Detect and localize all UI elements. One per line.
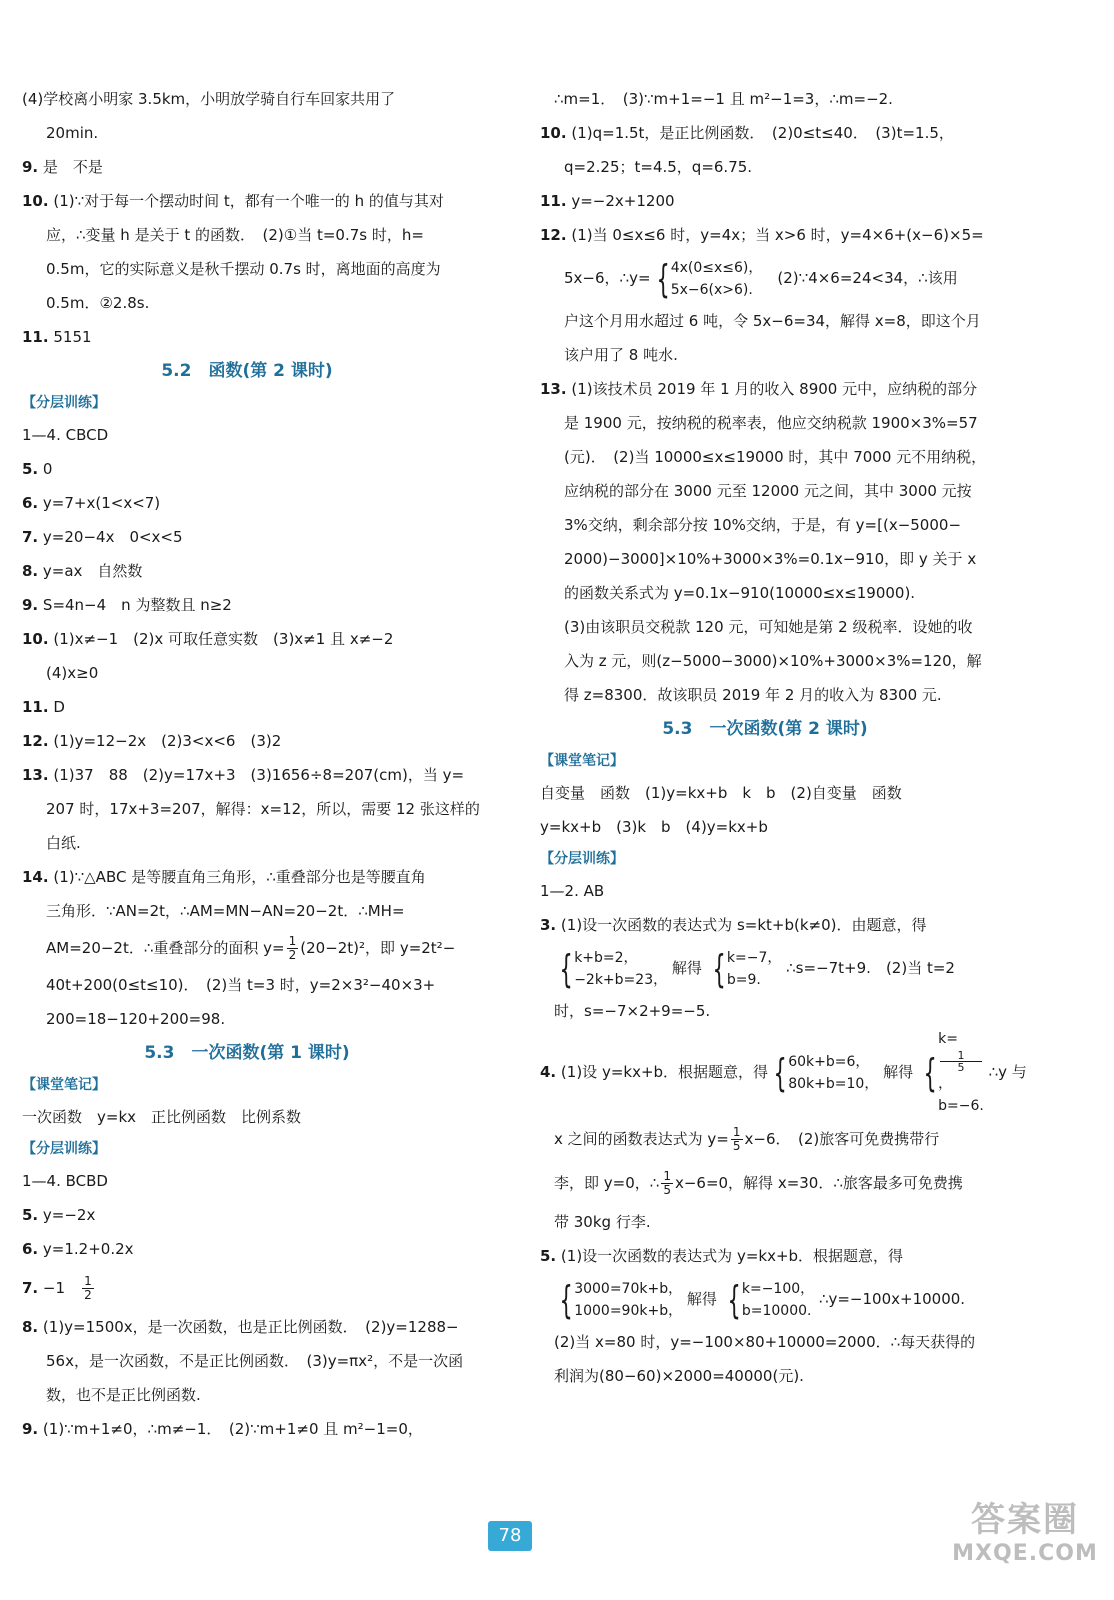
answer-text: 户这个月用水超过 6 吨，令 5x−6=34，解得 x=8，即这个月 xyxy=(564,312,981,330)
note-line xyxy=(540,776,1010,810)
answer-line xyxy=(540,1325,1010,1359)
answer-7 xyxy=(22,1266,492,1310)
question-number: 3. xyxy=(540,916,557,934)
fraction xyxy=(287,935,299,962)
section-tag: 【分层训练】 xyxy=(22,395,106,411)
answer-line xyxy=(540,576,1010,610)
answer-line xyxy=(540,644,1010,678)
answer-text: 1—4. CBCD xyxy=(22,426,109,444)
section-heading: 5.2 函数(第 2 课时) xyxy=(161,361,333,381)
question-number: 10. xyxy=(540,124,567,142)
answer-1-4 xyxy=(22,1164,492,1198)
brace-icon: { xyxy=(773,1050,787,1095)
system-row: k+b=2， xyxy=(574,949,638,966)
answer-line xyxy=(22,792,492,826)
answer-text: (4)x≥0 xyxy=(46,664,99,682)
section-tag: 【课堂笔记】 xyxy=(540,753,624,769)
answer-text: 白纸. xyxy=(46,834,81,852)
question-number: 9. xyxy=(22,158,39,176)
answer-13 xyxy=(540,372,1010,406)
answer-text: 1—4. BCBD xyxy=(22,1172,108,1190)
answer-line xyxy=(540,474,1010,508)
answer-1-4 xyxy=(22,418,492,452)
answer-text: (1)当 0≤x≤6 时，y=4x；当 x>6 时，y=4×6+(x−6)×5= xyxy=(571,226,984,244)
answer-text: (1)该技术员 2019 年 1 月的收入 8900 元中，应纳税的部分 xyxy=(571,380,978,398)
fraction xyxy=(940,1050,982,1073)
question-number: 14. xyxy=(22,868,49,886)
answer-text: y=7+x(1<x<7) xyxy=(42,494,161,512)
answer-text: 的函数关系式为 y=0.1x−910(10000≤x≤19000). xyxy=(564,584,916,602)
answer-text: 应纳税的部分在 3000 元至 12000 元之间，其中 3000 元按 xyxy=(564,482,972,500)
answer-line xyxy=(22,1002,492,1036)
answer-text: y=1.2+0.2x xyxy=(42,1240,134,1258)
fraction-denominator: 2 xyxy=(288,948,297,962)
system-row: b=−6. xyxy=(938,1098,984,1114)
answer-text: 5151 xyxy=(53,328,92,346)
answer-9 xyxy=(22,150,492,184)
note-text: 自变量 函数 (1)y=kx+b k b (2)自变量 函数 xyxy=(540,784,902,802)
system-row: 5x−6(x>6). xyxy=(670,281,753,298)
answer-text: 时，s=−7×2+9=−5. xyxy=(554,1002,711,1020)
question-number: 5. xyxy=(22,1206,39,1224)
answer-11 xyxy=(540,184,1010,218)
answer-text: (1)设一次函数的表达式为 y=kx+b．根据题意，得 xyxy=(560,1247,904,1265)
answer-line xyxy=(540,994,1010,1028)
fraction-numerator: 1 xyxy=(288,934,297,948)
answer-text: 应，∴变量 h 是关于 t 的函数． (2)①当 t=0.7s 时，h= xyxy=(46,226,424,244)
brace-icon: { xyxy=(923,1050,937,1095)
answer-text: (2)∵4×6=24<34，∴该用 xyxy=(762,269,958,287)
answer-text: (20−2t)²，即 y=2t²− xyxy=(300,939,456,957)
answer-text: AM=20−2t．∴重叠部分的面积 y= xyxy=(46,939,285,957)
answer-text: (1)设 y=kx+b．根据题意，得 xyxy=(560,1063,769,1081)
answer-4 xyxy=(540,1028,1027,1117)
section-heading: 5.3 一次函数(第 1 课时) xyxy=(144,1043,350,1063)
answer-text: y=20−4x 0<x<5 xyxy=(42,528,183,546)
question-number: 11. xyxy=(22,698,49,716)
question-number: 7. xyxy=(22,528,39,546)
answer-text: (3)由该职员交税款 120 元，可知她是第 2 级税率．设她的收 xyxy=(564,618,973,636)
answer-1-2 xyxy=(540,874,1010,908)
question-number: 5. xyxy=(540,1247,557,1265)
answer-13 xyxy=(22,758,492,792)
answer-text: 5x−6，∴y= xyxy=(564,269,651,287)
question-number: 9. xyxy=(22,596,39,614)
answer-text: 利润为(80−60)×2000=40000(元). xyxy=(554,1367,804,1385)
equation-system xyxy=(554,1278,682,1322)
answer-text: 带 30kg 行李. xyxy=(554,1213,651,1231)
question-number: 7. xyxy=(22,1279,39,1297)
fraction xyxy=(82,1275,94,1302)
question-number: 13. xyxy=(22,766,49,784)
answer-8 xyxy=(22,1310,492,1344)
section-tag: 【课堂笔记】 xyxy=(22,1077,106,1093)
answer-line xyxy=(22,82,492,116)
answer-text: (4)学校离小明家 3.5km，小明放学骑自行车回家共用了 xyxy=(22,90,396,108)
equation-system xyxy=(768,1051,878,1095)
answer-text: x−6． (2)旅客可免费携带行 xyxy=(744,1130,940,1148)
system-row: 4x(0≤x≤6)， xyxy=(670,259,763,276)
equation-system xyxy=(918,1028,984,1117)
system-row-text: ， xyxy=(938,1076,953,1092)
answer-line xyxy=(22,928,492,968)
question-number: 8. xyxy=(22,562,39,580)
answer-text: (1)x≠−1 (2)x 可取任意实数 (3)x≠1 且 x≠−2 xyxy=(53,630,394,648)
answer-text: (1)∵m+1≠0，∴m≠−1． (2)∵m+1≠0 且 m²−1=0， xyxy=(42,1420,423,1438)
answer-5 xyxy=(22,452,492,486)
brace-icon: { xyxy=(559,946,573,991)
answer-text: −1 xyxy=(42,1279,66,1297)
answer-text: x−6=0，解得 x=30．∴旅客最多可免费携 xyxy=(674,1174,963,1192)
question-number: 12. xyxy=(540,226,567,244)
page-number-badge: 78 xyxy=(488,1521,532,1551)
answer-text: ∴m=1． (3)∵m+1=−1 且 m²−1=3，∴m=−2. xyxy=(554,90,893,108)
answer-text: (2)当 x=80 时，y=−100×80+10000=2000．∴每天获得的 xyxy=(554,1333,976,1351)
answer-line xyxy=(22,218,492,252)
answer-text: 56x，是一次函数，不是正比例函数． (3)y=πx²，不是一次函 xyxy=(46,1352,464,1370)
answer-line xyxy=(540,252,1010,304)
answer-line xyxy=(540,610,1010,644)
question-number: 11. xyxy=(22,328,49,346)
question-number: 4. xyxy=(540,1063,557,1081)
question-number: 12. xyxy=(22,732,49,750)
answer-5 xyxy=(540,1239,1010,1273)
note-text: 一次函数 y=kx 正比例函数 比例系数 xyxy=(22,1108,302,1126)
answer-text: S=4n−4 n 为整数且 n≥2 xyxy=(42,596,232,614)
answer-text: 0 xyxy=(42,460,53,478)
system-row: k=−7， xyxy=(726,949,782,966)
answer-text: 0.5m．②2.8s. xyxy=(46,294,150,312)
answer-11 xyxy=(22,320,492,354)
answer-text: y=−2x+1200 xyxy=(571,192,675,210)
answer-text: (1)37 88 (2)y=17x+3 (3)1656÷8=207(cm)，当 y= xyxy=(53,766,465,784)
answer-text: (1)∵对于每一个摆动时间 t，都有一个唯一的 h 的值与其对 xyxy=(53,192,444,210)
answer-text: 解得 xyxy=(671,959,702,977)
brace-icon: { xyxy=(655,256,670,301)
answer-text: 0.5m，它的实际意义是秋千摆动 0.7s 时，离地面的高度为 xyxy=(46,260,441,278)
brace-icon: { xyxy=(712,946,726,991)
answer-line xyxy=(22,286,492,320)
answer-line xyxy=(22,252,492,286)
system-row: b=10000. xyxy=(741,1302,812,1319)
answer-12 xyxy=(22,724,492,758)
system-row: 3000=70k+b， xyxy=(574,1280,683,1297)
answer-text: D xyxy=(53,698,65,716)
answer-line xyxy=(540,678,1010,712)
watermark-text: 答案圈 xyxy=(971,1500,1079,1540)
brace-icon: { xyxy=(559,1277,573,1322)
answer-line xyxy=(22,968,492,1002)
answer-6 xyxy=(22,1232,492,1266)
question-number: 10. xyxy=(22,192,49,210)
answer-line xyxy=(22,894,492,928)
left-column xyxy=(22,82,492,1446)
answer-text: (1)设一次函数的表达式为 s=kt+b(k≠0)．由题意，得 xyxy=(560,916,927,934)
answer-line xyxy=(540,508,1010,542)
section-heading: 5.3 一次函数(第 2 课时) xyxy=(662,719,868,739)
answer-6 xyxy=(22,486,492,520)
answer-text: 3%交纳，剩余部分按 10%交纳，于是，有 y=[(x−5000− xyxy=(564,516,962,534)
system-row: b=9. xyxy=(726,971,761,988)
question-number: 6. xyxy=(22,494,39,512)
answer-text: 三角形．∵AN=2t，∴AM=MN−AN=20−2t．∴MH= xyxy=(46,902,405,920)
answer-text: 1—2. AB xyxy=(540,882,605,900)
answer-text: (1)y=1500x，是一次函数，也是正比例函数． (2)y=1288− xyxy=(42,1318,459,1336)
question-number: 5. xyxy=(22,460,39,478)
question-number: 9. xyxy=(22,1420,39,1438)
answer-14 xyxy=(22,860,492,894)
watermark-url: MXQE.COM xyxy=(952,1541,1098,1566)
answer-11 xyxy=(22,690,492,724)
answer-line xyxy=(540,338,1010,372)
answer-12 xyxy=(540,218,1010,252)
answer-line xyxy=(540,150,1010,184)
fraction xyxy=(731,1126,743,1153)
answer-text: 该户用了 8 吨水. xyxy=(564,346,678,364)
answer-3 xyxy=(540,908,1010,942)
answer-10 xyxy=(22,184,492,218)
answer-line xyxy=(540,304,1010,338)
system-row-text: k= xyxy=(938,1031,958,1047)
fraction xyxy=(661,1170,673,1197)
equation-system xyxy=(651,257,763,301)
answer-text: 入为 z 元，则(z−5000−3000)×10%+3000×3%=120，解 xyxy=(564,652,982,670)
answer-line xyxy=(540,1117,1010,1161)
answer-text: 20min. xyxy=(46,124,99,142)
answer-line xyxy=(540,942,1010,994)
answer-text: ∴y 与 xyxy=(988,1063,1027,1081)
answer-line xyxy=(540,82,1010,116)
answer-text: 解得 xyxy=(883,1063,914,1081)
answer-text: (1)q=1.5t，是正比例函数． (2)0≤t≤40． (3)t=1.5， xyxy=(571,124,954,142)
fraction-denominator: 5 xyxy=(732,1139,741,1153)
question-number: 8. xyxy=(22,1318,39,1336)
answer-text: (元)． (2)当 10000≤x≤19000 时，其中 7000 元不用纳税， xyxy=(564,448,987,466)
answer-line xyxy=(540,542,1010,576)
answer-line xyxy=(540,1205,1010,1239)
answer-7 xyxy=(22,520,492,554)
answer-text: 得 z=8300．故该职员 2019 年 2 月的收入为 8300 元. xyxy=(564,686,942,704)
answer-text: 207 时，17x+3=207，解得：x=12，所以，需要 12 张这样的 xyxy=(46,800,480,818)
question-number: 11. xyxy=(540,192,567,210)
answer-line xyxy=(22,1344,492,1378)
answer-text: 2000)−3000]×10%+3000×3%=0.1x−910，即 y 关于 x xyxy=(564,550,977,568)
answer-text: q=2.25；t=4.5，q=6.75. xyxy=(564,158,753,176)
note-line xyxy=(540,810,1010,844)
answer-line xyxy=(540,440,1010,474)
answer-5 xyxy=(22,1198,492,1232)
answer-line xyxy=(22,1378,492,1412)
fraction-numerator: 1 xyxy=(940,1050,982,1062)
fraction-numerator: 1 xyxy=(732,1125,741,1139)
answer-text: y=−2x xyxy=(42,1206,96,1224)
answer-text: 李，即 y=0，∴ xyxy=(554,1174,660,1192)
section-tag: 【分层训练】 xyxy=(540,851,624,867)
equation-system xyxy=(554,947,667,991)
question-number: 13. xyxy=(540,380,567,398)
system-row: k=−100， xyxy=(741,1280,815,1297)
answer-line xyxy=(540,406,1010,440)
answer-8 xyxy=(22,554,492,588)
note-text: y=kx+b (3)k b (4)y=kx+b xyxy=(540,818,768,836)
system-row: 80k+b=10， xyxy=(788,1075,879,1092)
system-row: 1000=90k+b， xyxy=(574,1302,683,1319)
fraction-numerator: 1 xyxy=(84,1274,92,1288)
answer-text: 数，也不是正比例函数. xyxy=(46,1386,201,1404)
answer-text: ∴y=−100x+10000. xyxy=(818,1290,966,1308)
equation-system xyxy=(722,1278,814,1322)
answer-line xyxy=(22,656,492,690)
equation-system xyxy=(707,947,782,991)
answer-text: (1)∵△ABC 是等腰直角三角形，∴重叠部分也是等腰直角 xyxy=(53,868,426,886)
fraction-numerator: 1 xyxy=(663,1169,671,1183)
system-row: −2k+b=23， xyxy=(574,971,668,988)
answer-text: 解得 xyxy=(686,1290,717,1308)
question-number: 10. xyxy=(22,630,49,648)
answer-text: 是 不是 xyxy=(42,158,103,176)
answer-text: (1)y=12−2x (2)3<x<6 (3)2 xyxy=(53,732,282,750)
right-column xyxy=(540,82,1027,1393)
fraction-denominator: 5 xyxy=(957,1061,965,1074)
answer-line xyxy=(22,826,492,860)
answer-text: 是 1900 元，按纳税的税率表，他应交纳税款 1900×3%=57 xyxy=(564,414,978,432)
system-row xyxy=(938,1028,984,1095)
answer-9 xyxy=(22,588,492,622)
answer-10 xyxy=(540,116,1010,150)
watermark-logo xyxy=(950,1500,1100,1568)
brace-icon: { xyxy=(727,1277,741,1322)
section-tag: 【分层训练】 xyxy=(22,1141,106,1157)
answer-line xyxy=(22,116,492,150)
answer-9 xyxy=(22,1412,492,1446)
answer-text: 40t+200(0≤t≤10)． (2)当 t=3 时，y=2×3²−40×3+ xyxy=(46,976,436,994)
answer-text: x 之间的函数表达式为 y= xyxy=(554,1130,729,1148)
answer-line xyxy=(540,1273,1010,1325)
question-number: 6. xyxy=(22,1240,39,1258)
answer-10 xyxy=(22,622,492,656)
answer-text: ∴s=−7t+9. (2)当 t=2 xyxy=(786,959,955,977)
answer-line xyxy=(540,1161,1010,1205)
answer-text: 200=18−120+200=98. xyxy=(46,1010,226,1028)
answer-text: y=ax 自然数 xyxy=(42,562,143,580)
system-row: 60k+b=6， xyxy=(788,1053,870,1070)
answer-line xyxy=(540,1359,1010,1393)
fraction-denominator: 5 xyxy=(663,1183,671,1197)
fraction-denominator: 2 xyxy=(84,1288,92,1302)
note-line xyxy=(22,1100,492,1134)
